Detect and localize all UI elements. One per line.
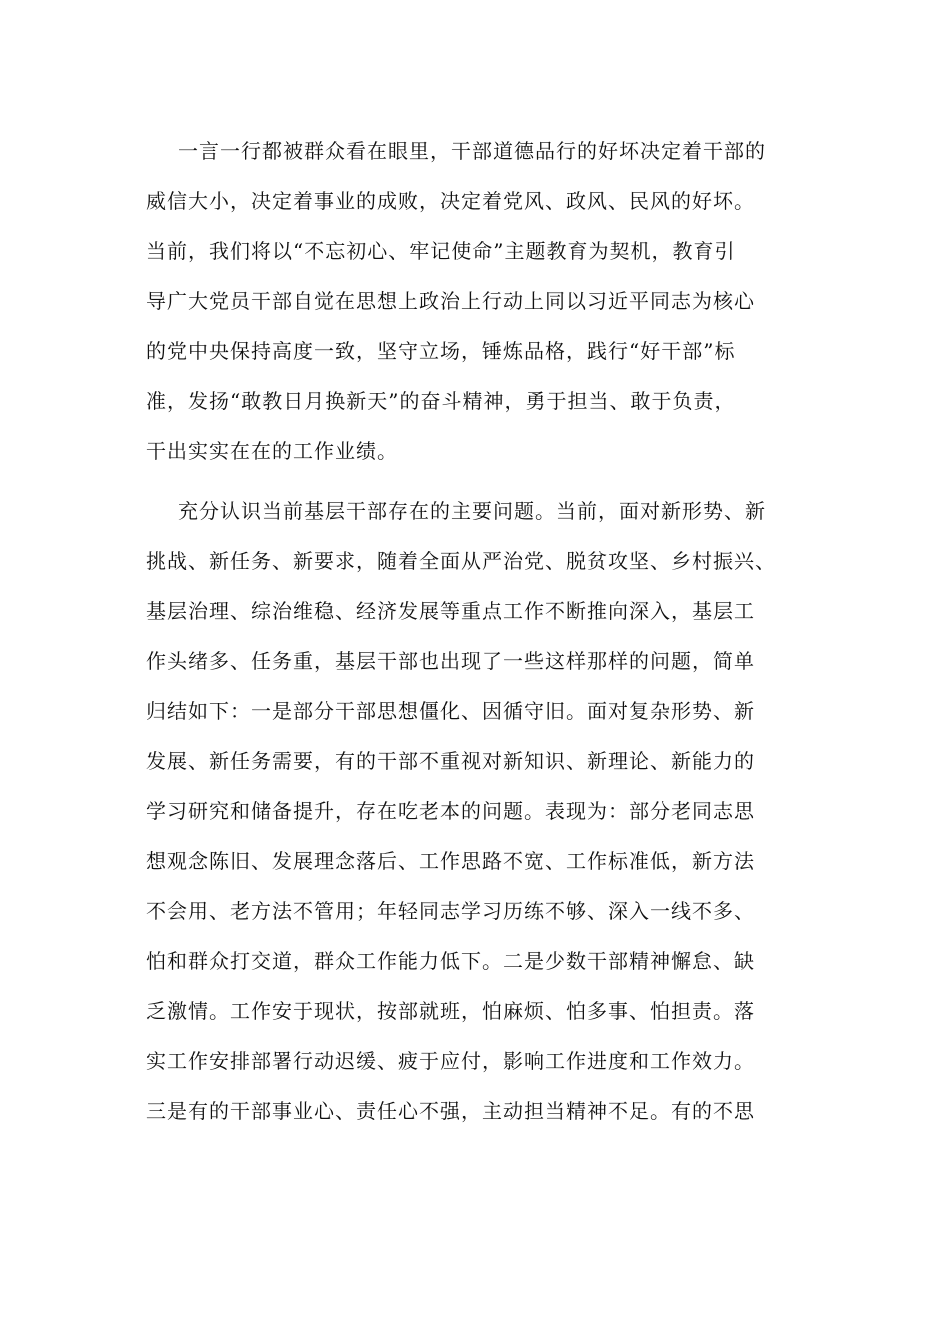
paragraph-line: 想观念陈旧、发展理念落后、工作思路不宽、工作标准低，新方法	[146, 849, 755, 873]
paragraph-line: 的党中央保持高度一致，坚守立场，锤炼品格，践行“好干部”标	[146, 339, 736, 363]
paragraph-line: 不会用、老方法不管用；年轻同志学习历练不够、深入一线不多、	[146, 899, 755, 923]
paragraph-line: 乏激情。工作安于现状，按部就班，怕麻烦、怕多事、怕担责。落	[146, 999, 755, 1023]
paragraph-line: 实工作安排部署行动迟缓、疲于应付，影响工作进度和工作效力。	[146, 1049, 755, 1073]
paragraph-2	[146, 486, 810, 1136]
paragraph-line: 准，发扬“敢教日月换新天”的奋斗精神，勇于担当、敢于负责，	[146, 389, 736, 413]
paragraph-line: 三是有的干部事业心、责任心不强，主动担当精神不足。有的不思	[146, 1099, 755, 1123]
paragraph-line: 怕和群众打交道，群众工作能力低下。二是少数干部精神懈怠、缺	[146, 949, 755, 973]
paragraph-line: 挑战、新任务、新要求，随着全面从严治党、脱贫攻坚、乡村振兴、	[146, 549, 776, 573]
paragraph-line: 导广大党员干部自觉在思想上政治上行动上同以习近平同志为核心	[146, 289, 755, 313]
paragraph-line: 归结如下：一是部分干部思想僵化、因循守旧。面对复杂形势、新	[146, 699, 755, 723]
paragraph-line: 基层治理、综治维稳、经济发展等重点工作不断推向深入，基层工	[146, 599, 755, 623]
paragraph-line: 干出实实在在的工作业绩。	[146, 439, 398, 463]
paragraph-line: 发展、新任务需要，有的干部不重视对新知识、新理论、新能力的	[146, 749, 755, 773]
paragraph-1	[146, 126, 810, 476]
paragraph-line: 威信大小，决定着事业的成败，决定着党风、政风、民风的好坏。	[146, 189, 755, 213]
paragraph-line: 作头绪多、任务重，基层干部也出现了一些这样那样的问题，简单	[146, 649, 755, 673]
paragraph-line: 学习研究和储备提升，存在吃老本的问题。表现为：部分老同志思	[146, 799, 755, 823]
paragraph-line: 当前，我们将以“不忘初心、牢记使命”主题教育为契机，教育引	[146, 239, 736, 263]
paragraph-line: 充分认识当前基层干部存在的主要问题。当前，面对新形势、新	[178, 499, 766, 523]
paragraph-line: 一言一行都被群众看在眼里，干部道德品行的好坏决定着干部的	[178, 139, 766, 163]
